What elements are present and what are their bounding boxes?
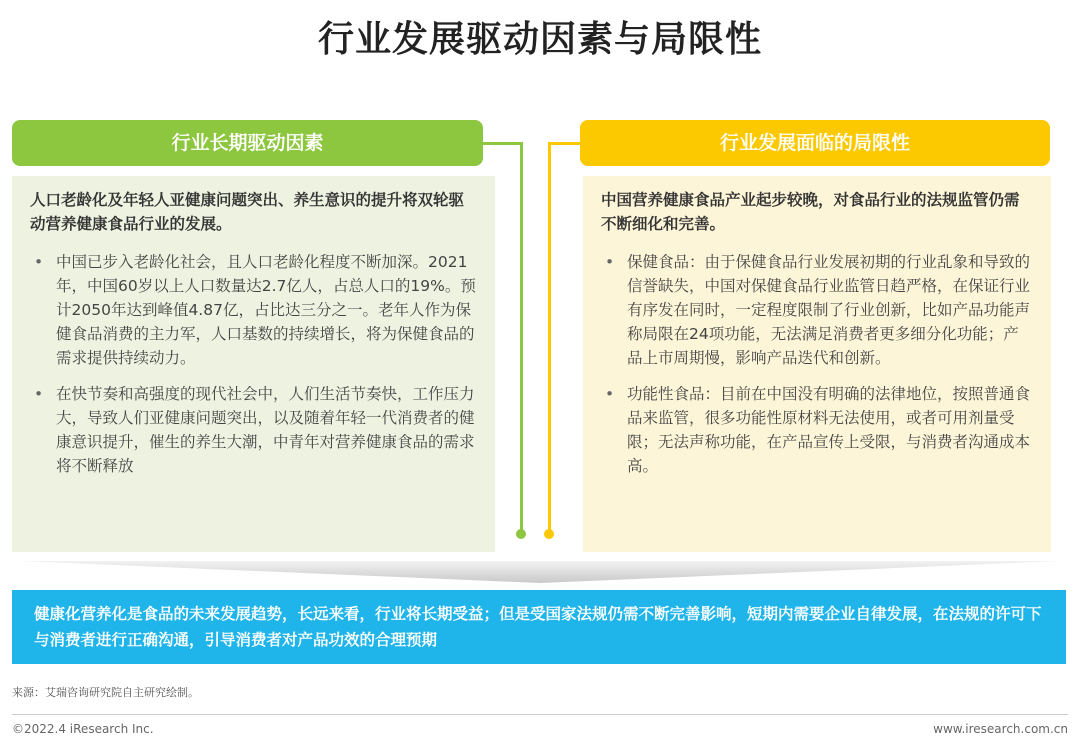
drivers-header: 行业长期驱动因素 — [12, 120, 483, 166]
yellow-connector-node — [544, 529, 554, 539]
drivers-bullet — [30, 250, 477, 370]
bullet-dot: • — [34, 253, 44, 271]
yellow-connector-horizontal — [548, 142, 582, 145]
green-connector-node — [516, 529, 526, 539]
limitations-bullet — [601, 382, 1033, 478]
drivers-bullet — [30, 382, 477, 478]
limitations-lead: 中国营养健康食品产业起步较晚，对食品行业的法规监管仍需不断细化和完善。 — [601, 191, 1020, 233]
footer-divider — [12, 714, 1068, 715]
limitations-header: 行业发展面临的局限性 — [580, 120, 1050, 166]
drivers-panel — [12, 176, 495, 552]
limitations-panel — [583, 176, 1051, 552]
limitations-bullet-text: 保健食品：由于保健食品行业发展初期的行业乱象和导致的信誉缺失，中国对保健食品行业监管日趋严格，在保证行业有序发在同时，一定程度限制了行业创新，比如产品功能声称局限在24项功能，无法满足消费者更多细分化功能；产品上市周期慢，影响产品迭代和创新。 — [627, 253, 1031, 367]
limitations-list — [601, 250, 1033, 478]
limitations-bullet — [601, 250, 1033, 370]
drivers-bullet-text: 在快节奏和高强度的现代社会中，人们生活节奏快，工作压力大，导致人们亚健康问题突出，以及随着年轻一代消费者的健康意识提升，催生的养生大潮，中青年对营养健康食品的需求将不断释放 — [56, 385, 475, 475]
conclusion-banner: 健康化营养化是食品的未来发展趋势，长远来看，行业将长期受益；但是受国家法规仍需不断完善影响，短期内需要企业自律发展，在法规的许可下与消费者进行正确沟通，引导消费者对产品功效的合理预期 — [12, 590, 1066, 664]
drivers-list — [30, 250, 477, 478]
source-note: 来源：艾瑞咨询研究院自主研究绘制。 — [12, 686, 199, 699]
bullet-dot: • — [605, 253, 615, 271]
green-connector-horizontal — [483, 142, 523, 145]
bullet-dot: • — [34, 385, 44, 403]
website-link[interactable]: www.iresearch.com.cn — [933, 722, 1068, 736]
page-title: 行业发展驱动因素与局限性 — [317, 19, 762, 60]
limitations-bullet-text: 功能性食品：目前在中国没有明确的法律地位，按照普通食品来监管，很多功能性原材料无法使用，或者可用剂量受限；无法声称功能，在产品宣传上受限，与消费者沟通成本高。 — [627, 385, 1031, 475]
copyright: ©2022.4 iResearch Inc. — [12, 722, 154, 736]
drivers-lead: 人口老龄化及年轻人亚健康问题突出、养生意识的提升将双轮驱动营养健康食品行业的发展。 — [30, 191, 465, 233]
yellow-connector-vertical — [548, 142, 551, 534]
divider-wedge — [20, 561, 1060, 583]
bullet-dot: • — [605, 385, 615, 403]
green-connector-vertical — [520, 142, 523, 534]
drivers-bullet-text: 中国已步入老龄化社会，且人口老龄化程度不断加深。2021年，中国60岁以上人口数量达2.7亿人，占总人口的19%。预计2050年达到峰值4.87亿，占比达三分之一。老年人作为保健食品消费的主力军，人口基数的持续增长，将为保健食品的需求提供持续动力。 — [56, 253, 476, 367]
